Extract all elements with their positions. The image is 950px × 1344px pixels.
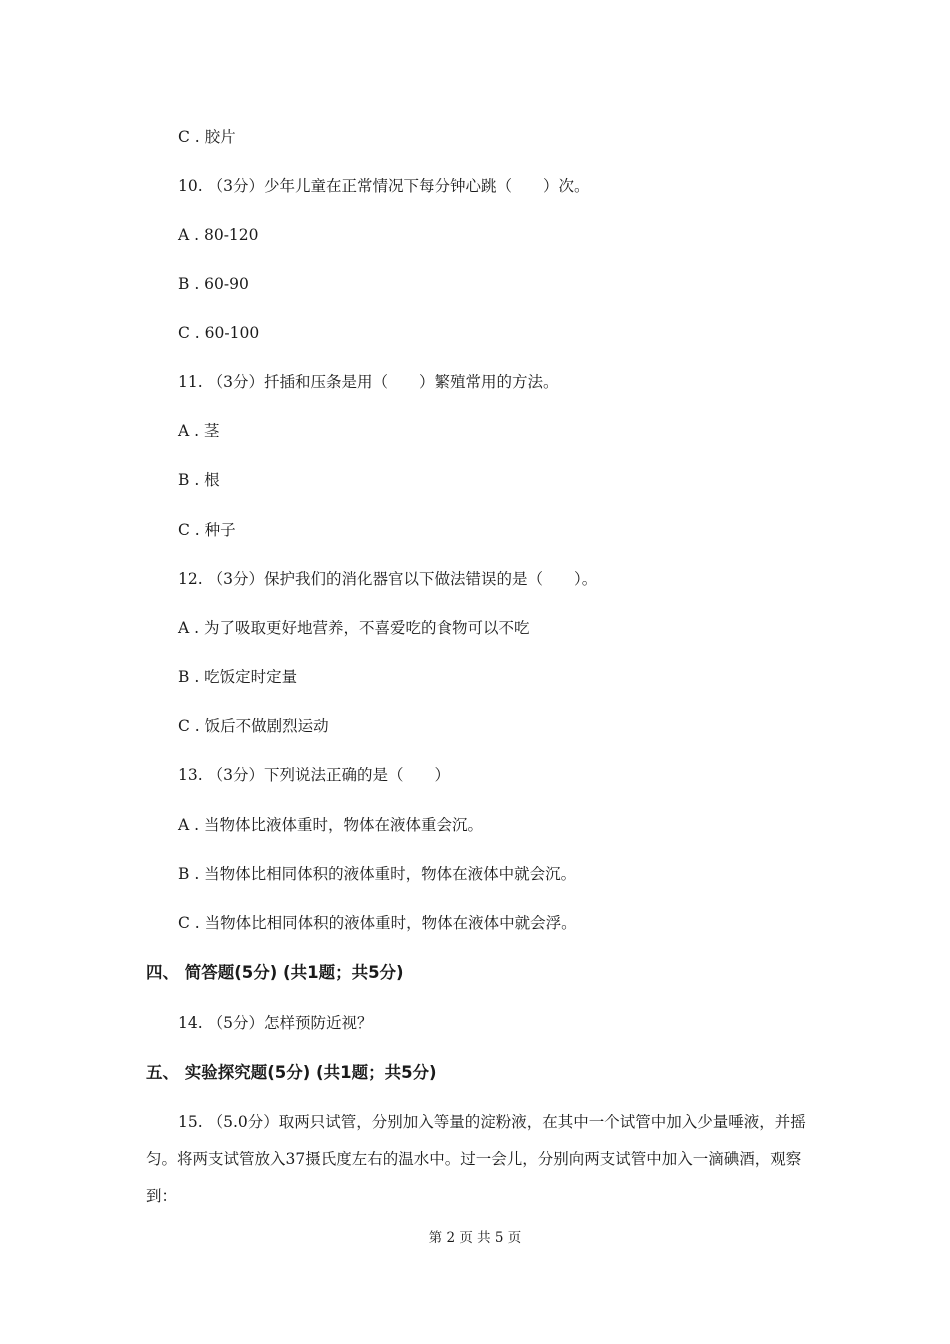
q11-option-c: C . 种子	[178, 521, 236, 539]
q9-option-c: C . 胶片	[178, 128, 236, 146]
q13-option-b: B . 当物体比相同体积的液体重时，物体在液体中就会沉。	[178, 865, 577, 883]
q12-option-c: C . 饭后不做剧烈运动	[178, 717, 329, 735]
question-11: 11. （3分）扦插和压条是用（ ）繁殖常用的方法。	[178, 373, 559, 391]
section-5-heading: 五、 实验探究题(5分) (共1题；共5分)	[146, 1063, 437, 1082]
q12-option-b: B . 吃饭定时定量	[178, 668, 298, 686]
question-15: 15. （5.0分）取两只试管，分别加入等量的淀粉液，在其中一个试管中加入少量唾液，并摇匀。将两支试管放入37摄氏度左右的温水中。过一会儿，分别向两支试管中加入一滴碘酒，观察到：	[146, 1113, 806, 1205]
q13-option-c: C . 当物体比相同体积的液体重时，物体在液体中就会浮。	[178, 914, 577, 932]
question-14: 14. （5分）怎样预防近视？	[178, 1014, 373, 1032]
question-12: 12. （3分）保护我们的消化器官以下做法错误的是（ ）。	[178, 570, 598, 588]
q13-option-a: A . 当物体比液体重时，物体在液体重会沉。	[178, 816, 483, 834]
q12-option-a: A . 为了吸取更好地营养，不喜爱吃的食物可以不吃	[178, 619, 530, 637]
q10-option-a: A . 80-120	[178, 226, 259, 244]
q10-option-b: B . 60-90	[178, 275, 249, 293]
question-10: 10. （3分）少年儿童在正常情况下每分钟心跳（ ）次。	[178, 177, 590, 195]
q10-option-c: C . 60-100	[178, 324, 260, 342]
q11-option-b: B . 根	[178, 471, 220, 489]
q11-option-a: A . 茎	[178, 422, 220, 440]
question-13: 13. （3分）下列说法正确的是（ ）	[178, 766, 450, 784]
page-footer: 第 2 页 共 5 页	[428, 1230, 522, 1246]
section-4-heading: 四、 简答题(5分) (共1题；共5分)	[146, 963, 404, 982]
